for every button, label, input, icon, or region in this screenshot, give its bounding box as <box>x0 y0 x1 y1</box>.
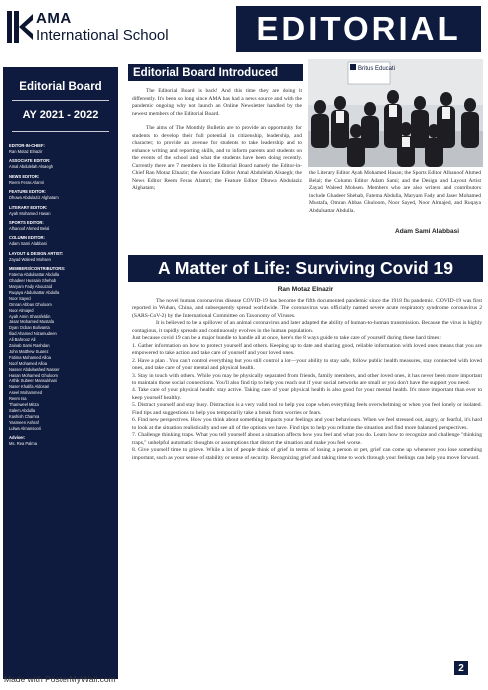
sidebar-member-name: Ayah Mohamed Hasan <box>9 210 51 216</box>
school-name-line2: International School <box>36 27 169 44</box>
sidebar-role-label: Adviser: <box>9 435 26 441</box>
sidebar-roster <box>9 143 117 447</box>
page-number: 2 <box>454 661 468 675</box>
intro-heading: Editorial Board Introduced <box>128 64 303 81</box>
school-name-line1: AMA <box>36 10 72 27</box>
sidebar-divider <box>12 131 109 132</box>
covid-article-heading: A Matter of Life: Surviving Covid 19 <box>128 255 483 282</box>
covid-paragraph: 1. Gather information on how to protect yourself and others. Keeping up to date and sharing good, reliable information with loved ones means that you are empowered to take action and take care of yourself and your loved ones. <box>132 342 482 357</box>
sidebar-role-label: NEWS EDITOR: <box>9 173 40 179</box>
school-logo-icon <box>6 10 36 44</box>
sidebar-member-name: Dyan Ocban Bolivanta <box>9 325 50 331</box>
school-name <box>36 11 186 44</box>
editorial-board-photo <box>308 59 483 167</box>
sidebar-member-name: Adam Sami Alabbasi <box>9 241 47 247</box>
covid-article-author: Ran Motaz Elnazir <box>277 286 334 293</box>
sidebar-year: AY 2021 - 2022 <box>22 109 99 121</box>
sidebar-member-name: Reem Feras Alamri <box>9 179 45 185</box>
sidebar-role-label: FEATURE EDITOR: <box>9 189 46 195</box>
sidebar-member-name: John Matthew Suarez <box>9 348 49 354</box>
sidebar-member-name: Noor Almajed <box>9 307 34 313</box>
covid-article-body <box>132 298 482 462</box>
covid-paragraph: Just because covid 19 can be a major bundle to handle all at once, here's the 8 ways guide to take care of yourself during these hard times: <box>132 335 441 342</box>
sidebar-divider <box>12 100 109 101</box>
sidebar-member-name: Zayad Waleed Mohsen <box>9 256 51 262</box>
covid-paragraph: 6. Find new perspectives. How you think about something impacts your feelings and your behaviours. When we feel stressed out, angry, or fearful, it's hard to look at the situation realistically and see all of the options we have. Find tips to help you reframe the situation and find more balanced perspectives. <box>132 417 482 431</box>
sidebar-role-label: COLUMN EDITOR: <box>9 235 45 241</box>
covid-paragraph: 4. Take care of your physical health: stay active. Taking care of your physical health is also good for your mental health. It's more important than ever to keep yourself healthy. <box>132 387 482 401</box>
sidebar-member-name: Fatima Mohamed Alloa <box>9 354 51 360</box>
footer-credit: Made with PosterMyWall.com <box>4 674 116 684</box>
sidebar-member-name: Naser Khalifa Aldosari <box>9 384 50 390</box>
covid-paragraph: 3. Stay in touch with others. While you may be physically separated from friends, family members, and other loved ones, it has never been more important to maintain those social connections. You'll also find tip to help you reach out if your social networks are small or you don't have the support you need. <box>132 372 482 386</box>
covid-paragraph: 2. Have a plan . You can't control everything but you still control a lot—your ability to stay safe, follow public health measures, stay connected with loved ones, and take care of your mental and physical health. <box>132 357 482 372</box>
sidebar-role-label: MEMBERS/CONTRIBUTORS: <box>9 266 66 272</box>
sidebar-member-name: Aseel Mohammed <box>9 390 42 396</box>
sidebar-member-name: Ali Bahrooz Ali <box>9 337 36 343</box>
photo-sign-text: Britus Educati <box>358 66 396 72</box>
sidebar-member-name: Hasan Mohamed Ghuloom <box>9 372 58 378</box>
sidebar-member-name: Yasmeen Ashraf <box>9 419 39 425</box>
sidebar-member-name: Alhanoof Ahmed Belal <box>9 225 50 231</box>
covid-paragraph: 5. Distract yourself and stay busy. Distraction is a very valid tool to help you cope when everything feels overwhelming or when you feel lonely or isolated. Find tips and suggestions to help you temporarily take a break from worries or fears. <box>132 402 482 416</box>
covid-paragraph: It is believed to be a spillover of an animal coronavirus and later adapted the ability of human-to-human transmission. Because the virus is highly contagious, it rapidly spreads and continuously evolves in the human population. <box>132 320 482 334</box>
sidebar-member-name: Arthik Subeer Mansukhani <box>9 378 58 384</box>
sidebar-member-name: Nasser Abdulwahed Nasser <box>9 366 60 372</box>
sidebar-member-name: Jasar Mohamed Mustafa <box>9 319 55 325</box>
sidebar-member-name: Ruqaya Abdulsattar Abdulla <box>9 289 60 295</box>
sidebar-member-name: Kashish Chamra <box>9 413 40 419</box>
sidebar-member-name: Lulwa Almansoori <box>9 425 42 431</box>
sidebar-member-name: Reem Isa <box>9 396 27 402</box>
sidebar-role-label: ASSOCIATE EDITOR: <box>9 158 51 164</box>
sidebar-member-name: Salem Abdulla <box>9 408 36 413</box>
covid-paragraph: 8. Give yourself time to grieve. While a lot of people think of grief in terms of losing a person or pet, grief can come up whenever you lose something important, such as your sense of stability or sense of security. Recognizing grief and taking time to work through your feelings can help you move forward. <box>132 447 482 461</box>
sidebar-member-name: Amal Abdulelah Alsaegh <box>9 164 54 170</box>
sidebar-member-name: Dhuwa Abdulaziz Alghatam <box>9 195 59 201</box>
intro-paragraph: The aims of The Monthly Bulletin are to provide an opportunity for students to develop their full potential in citizenship, leadership, and character; to provide an avenue for students to take leadership and to enhance writing and reporting skills, and to inform parents and students on the events of the school and what the students have been doing recently. Currently there are 7 members in the Editorial Board namely the Editor-in-Chief Ran Motaz Elnazir; the Associate Editor Amal Abdulelah Alsaegh; the News Editor Reem Feras Alamri; the Feature Editor Dhuwa Abdulaziz Alghatam; <box>132 125 302 191</box>
sidebar-role-label: LAYOUT & DESIGN ARTIST: <box>9 250 64 256</box>
sidebar-member-name: Zainab Sami Rashdan <box>9 343 50 349</box>
sidebar-member-name: Ayah Amin Sharafeldin <box>9 313 51 319</box>
sidebar-member-name: Omran Abbas Ghuloom <box>9 301 52 307</box>
editorial-board-sidebar <box>3 67 118 679</box>
sidebar-member-name: Thamweel Mitza <box>9 402 39 408</box>
sidebar-member-name: Iliad Ahamed Nizamudeen <box>9 331 57 337</box>
sidebar-member-name: Noor Sayed <box>9 295 31 301</box>
covid-paragraph: The novel human coronavirus disease COVID-19 has become the fifth documented pandemic since the 1918 flu pandemic. COVID-19 was first reported in Wuhan, China, and subsequently spread worldwide. The coronavirus was officially named severe acute respiratory syndrome coronavirus 2 (SARS-CoV-2) by the International Committee on Taxonomy of Viruses. <box>132 298 482 319</box>
intro-body <box>132 88 302 200</box>
sidebar-title: Editorial Board <box>19 81 102 93</box>
sidebar-role-label: EDITOR-IN-CHIEF: <box>9 143 45 148</box>
photo-credit: Adam Sami Alabbasi <box>395 228 460 235</box>
intro-paragraph: The Editorial Board is back! And this time they are doing it differently. It's been so long since AMA has had a news source and with the pandemic ongoing why not launch an Online Newsletter handled by the newest members of the Editorial Board. <box>132 88 302 117</box>
sidebar-member-name: Maryam Fady Abouzaid <box>9 283 53 289</box>
sidebar-member-name: Noof Mohamed Alloa <box>9 360 48 366</box>
sidebar-member-name: Fatema Abdulsattar Abdulla <box>9 272 60 278</box>
sidebar-role-label: SPORTS EDITOR: <box>9 220 44 226</box>
sidebar-role-label: LITERARY EDITOR: <box>9 204 48 210</box>
covid-paragraph: 7. Challenge thinking traps. What you tell yourself about a situation affects how you feel and what you do. Learn how to recognize and challenge "thinking traps," unhelpful automatic thoughts or assumptions that distort the situation and make you feel worse. <box>132 432 482 446</box>
photo-caption: the Literary Editor Ayah Mohamed Hasan; the Sports Editor Alhanoof Ahmed Belal; the Column Editor Adam Sami; and the Design and Layout Artist Zayad Waleed Mohsen. Members who are also writers and contributors include Ghadeer Shehab, Fatema Abdulla, Maryam Fady and Jaser Mohamed Mustafa, Omran Abbas Ghuloom, Noor Sayed, Noor Almajed, and Ruqaya Abdulsattar Abdulla. <box>309 170 481 214</box>
sidebar-member-name: Ghadeer Hussain Shehab <box>9 278 57 284</box>
editorial-banner: EDITORIAL <box>236 6 481 52</box>
sidebar-member-name: Ran Motaz Elnazir <box>9 148 43 154</box>
sidebar-member-name: Ms. Rea Palma <box>9 441 37 447</box>
